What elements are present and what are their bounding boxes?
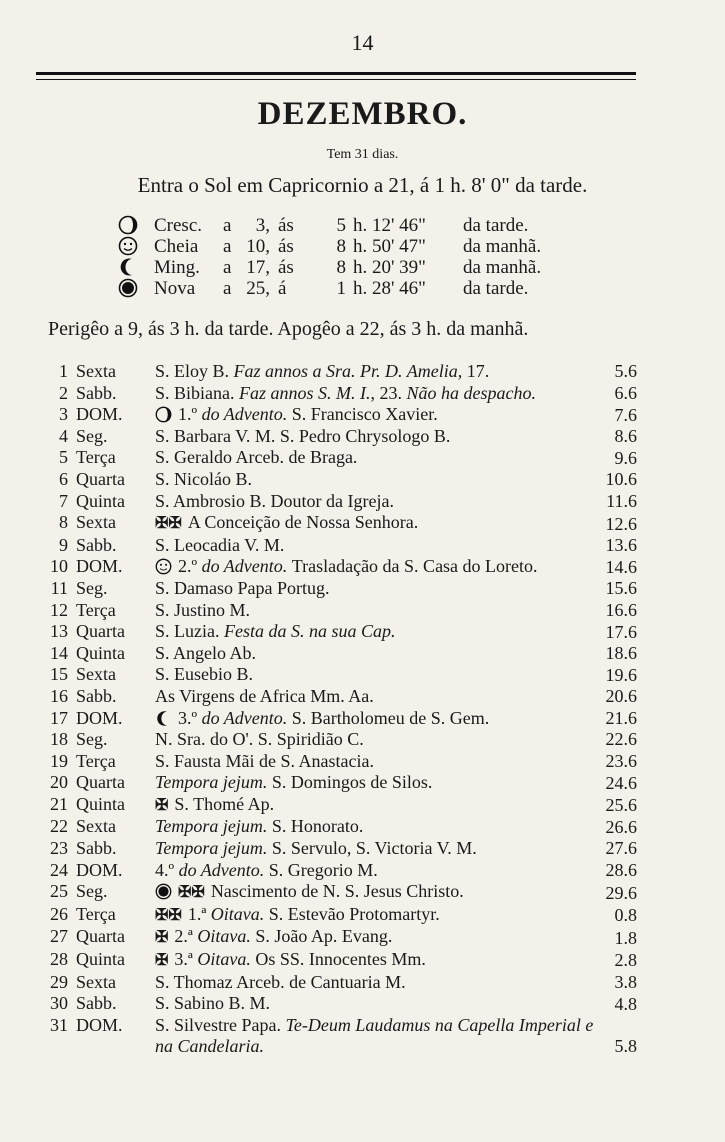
entry-plain-text: S. Nicoláo B. [155, 468, 252, 489]
entry-plain-text: S. Ambrosio B. Doutor da Igreja. [155, 490, 394, 511]
entry-italic-text: do Advento. [201, 404, 292, 425]
entry-plain-text: 3.ª [174, 949, 198, 970]
entry-value: 14.6 [605, 556, 637, 577]
entry-weekday: DOM. [76, 404, 123, 425]
entry-day: 15 [50, 664, 68, 685]
entry-value: 5.6 [614, 361, 637, 382]
entry-text [155, 1015, 605, 1058]
calendar-entry [0, 772, 725, 794]
entry-weekday: Quinta [76, 490, 125, 511]
entry-day: 20 [50, 772, 68, 793]
entry-plain-text: 4.º [155, 859, 179, 880]
entry-text [155, 383, 605, 405]
entry-weekday: Quarta [76, 621, 125, 642]
calendar-entry [0, 949, 725, 972]
calendar-entry [0, 708, 725, 730]
entry-value: 15.6 [605, 578, 637, 599]
entry-weekday: Terça [76, 903, 116, 924]
entry-italic-text: do Advento. [178, 859, 269, 880]
cross-icon: ✠✠ [155, 515, 182, 533]
calendar-entry [0, 926, 725, 949]
entry-plain-text: Nascimento de N. S. Jesus Christo. [210, 881, 464, 902]
entry-value: 21.6 [605, 707, 637, 728]
entry-value: 10.6 [605, 469, 637, 490]
full-moon-icon [155, 558, 172, 575]
last-quarter-moon-icon [118, 257, 140, 279]
calendar-entry [0, 383, 725, 405]
entry-plain-text: S. Fausta Mãi de S. Anastacia. [155, 750, 374, 771]
cross-icon: ✠✠ [178, 884, 205, 902]
entry-italic-text: Faz annos a Sra. Pr. D. Amelia, [233, 361, 467, 381]
entry-value: 29.6 [605, 882, 637, 903]
entry-weekday: Sexta [76, 512, 116, 533]
entry-day: 18 [50, 729, 68, 750]
entry-plain-text: 1.º [178, 404, 202, 425]
entry-weekday: Quarta [76, 772, 125, 793]
entry-weekday: Seg. [76, 425, 108, 446]
entry-day: 28 [50, 949, 68, 970]
entry-day: 26 [50, 903, 68, 924]
entry-day: 27 [50, 926, 68, 947]
calendar-entry [0, 491, 725, 513]
entry-weekday: Seg. [76, 729, 108, 750]
entry-text [155, 904, 605, 927]
entry-weekday: Quinta [76, 642, 125, 663]
header-rule-thin [36, 79, 636, 80]
entry-weekday: Sexta [76, 664, 116, 685]
entry-weekday: Seg. [76, 577, 108, 598]
calendar-entry [0, 447, 725, 469]
entry-day: 5 [59, 447, 68, 468]
entry-weekday: Sexta [76, 971, 116, 992]
entry-plain-text: S. Domingos de Silos. [271, 772, 433, 793]
calendar-entries [0, 361, 725, 1058]
new-moon-icon [118, 278, 140, 300]
entry-value: 12.6 [605, 513, 637, 534]
entry-day: 29 [50, 971, 68, 992]
cross-icon: ✠ [155, 929, 169, 947]
entry-text [155, 860, 605, 882]
entry-plain-text: A Conceição de Nossa Senhora. [187, 512, 419, 533]
entry-text [155, 751, 605, 773]
entry-text [155, 816, 605, 838]
days-note: Tem 31 dias. [326, 147, 399, 162]
entry-text [155, 794, 605, 817]
calendar-entry [0, 426, 725, 448]
perigeo-apogeo-line: Perigêo a 9, ás 3 h. da tarde. Apogêo a 22, ás 3 h. da manhã. [48, 318, 529, 340]
entry-text [155, 949, 605, 972]
entry-plain-text: N. Sra. do O'. S. Spiridião C. [155, 729, 364, 750]
calendar-entry [0, 860, 725, 882]
entry-italic-text: do Advento. [201, 707, 292, 728]
entry-plain-text: S. Justino M. [155, 599, 251, 620]
calendar-entry [0, 556, 725, 578]
entry-value: 9.6 [614, 447, 637, 468]
entry-day: 7 [59, 490, 68, 511]
entry-weekday: DOM. [76, 859, 123, 880]
entry-italic-text: Tempora jejum. [155, 816, 272, 837]
entry-value: 27.6 [605, 838, 637, 859]
entry-value: 2.8 [614, 950, 637, 971]
entry-plain-text: S. Eloy B. [155, 361, 234, 381]
entry-weekday: Terça [76, 599, 116, 620]
entry-text [155, 993, 605, 1015]
entry-text [155, 729, 605, 751]
entry-day: 24 [50, 859, 68, 880]
entry-plain-text: S. Geraldo Arceb. de Braga. [155, 447, 358, 468]
entry-text [155, 664, 605, 686]
entry-plain-text: 2.ª [174, 926, 198, 947]
calendar-entry [0, 729, 725, 751]
entry-plain-text: S. Luzia. [155, 621, 224, 642]
calendar-entry [0, 794, 725, 817]
entry-plain-text: S. Damaso Papa Portug. [155, 577, 330, 598]
entry-weekday: Sabb. [76, 382, 117, 403]
calendar-entry [0, 686, 725, 708]
entry-plain-text: 1.ª [187, 903, 211, 924]
entry-value: 1.8 [614, 927, 637, 948]
entry-day: 16 [50, 685, 68, 706]
entry-text [155, 600, 605, 622]
entry-italic-text: do Advento. [201, 556, 292, 577]
entry-italic-text: Te-Deum Laudamus na Capella Imperial e na Candelaria. [155, 1014, 594, 1057]
entry-value: 18.6 [605, 643, 637, 664]
entry-day: 11 [50, 577, 68, 598]
entry-italic-text: Tempora jejum. [155, 838, 272, 859]
calendar-entry [0, 469, 725, 491]
entry-value: 23.6 [605, 751, 637, 772]
entry-day: 30 [50, 993, 68, 1014]
first-quarter-moon-icon [155, 406, 172, 423]
entry-plain-text: 3.º [178, 707, 202, 728]
calendar-entry [0, 600, 725, 622]
entry-value: 26.6 [605, 816, 637, 837]
entry-text [155, 578, 605, 600]
calendar-entry [0, 361, 725, 383]
calendar-entry [0, 816, 725, 838]
entry-italic-text: Não ha despacho. [406, 382, 536, 403]
entry-day: 14 [50, 642, 68, 663]
entry-day: 10 [50, 556, 68, 577]
header-rule [36, 72, 636, 75]
entry-text [155, 404, 605, 426]
entry-plain-text: S. Thomé Ap. [174, 793, 275, 814]
entry-plain-text: 17. [466, 361, 490, 381]
entry-plain-text: S. Bibiana. [155, 382, 239, 403]
entry-text [155, 643, 605, 665]
calendar-entry [0, 643, 725, 665]
calendar-entry [0, 972, 725, 994]
entry-plain-text: Trasladação da S. Casa do Loreto. [291, 556, 538, 577]
calendar-entry [0, 751, 725, 773]
sun-entry: Entra o Sol em Capricornio a 21, á 1 h. 8' 0" da tarde. [137, 173, 588, 197]
new-moon-icon [155, 883, 172, 900]
entry-value: 0.8 [614, 905, 637, 926]
entry-day: 22 [50, 816, 68, 837]
entry-value: 11.6 [606, 490, 637, 511]
entry-day: 3 [59, 404, 68, 425]
entry-value: 4.8 [614, 993, 637, 1014]
cross-icon: ✠ [155, 796, 169, 814]
entry-plain-text: S. Estevão Protomartyr. [268, 903, 440, 924]
entry-plain-text: S. Thomaz Arceb. de Cantuaria M. [155, 971, 406, 992]
entry-italic-text: Tempora jejum. [155, 772, 272, 793]
entry-text [155, 972, 605, 994]
entry-plain-text: S. Bartholomeu de S. Gem. [291, 707, 490, 728]
entry-weekday: DOM. [76, 1014, 123, 1035]
entry-value: 25.6 [605, 795, 637, 816]
entry-value: 24.6 [605, 772, 637, 793]
entry-plain-text: S. Angelo Ab. [155, 642, 257, 663]
entry-plain-text: S. Sabino B. M. [155, 993, 271, 1014]
entry-value: 19.6 [605, 664, 637, 685]
calendar-entry [0, 904, 725, 927]
calendar-entry [0, 1015, 725, 1058]
entry-text [155, 491, 605, 513]
entry-value: 3.8 [614, 972, 637, 993]
page-number: 14 [351, 30, 374, 55]
entry-day: 8 [59, 512, 68, 533]
calendar-entry [0, 838, 725, 860]
entry-day: 12 [50, 599, 68, 620]
entry-text [155, 512, 605, 535]
entry-text [155, 686, 605, 708]
entry-day: 6 [59, 468, 68, 489]
entry-italic-text: Festa da S. na sua Cap. [224, 621, 396, 642]
entry-day: 17 [50, 707, 68, 728]
entry-weekday: Sabb. [76, 993, 117, 1014]
entry-plain-text: S. Gregorio M. [268, 859, 378, 880]
entry-day: 2 [59, 382, 68, 403]
entry-day: 4 [59, 425, 68, 446]
entry-text [155, 426, 605, 448]
entry-day: 19 [50, 750, 68, 771]
full-moon-icon [118, 236, 140, 258]
entry-text [155, 469, 605, 491]
entry-weekday: Sabb. [76, 838, 117, 859]
entry-text [155, 535, 605, 557]
entry-weekday: Sabb. [76, 534, 117, 555]
entry-plain-text: S. Silvestre Papa. [155, 1014, 286, 1035]
entry-text [155, 838, 605, 860]
calendar-entry [0, 621, 725, 643]
entry-weekday: Quinta [76, 949, 125, 970]
entry-value: 22.6 [605, 729, 637, 750]
first-quarter-moon-icon [118, 215, 140, 237]
entry-weekday: Terça [76, 750, 116, 771]
entry-plain-text: Os SS. Innocentes Mm. [255, 949, 426, 970]
entry-text [155, 556, 605, 578]
calendar-entry [0, 993, 725, 1015]
entry-value: 28.6 [605, 860, 637, 881]
entry-weekday: Sabb. [76, 685, 117, 706]
entry-plain-text: 2.º [178, 556, 202, 577]
entry-text [155, 447, 605, 469]
entry-weekday: Quarta [76, 926, 125, 947]
entry-day: 21 [50, 793, 68, 814]
entry-value: 5.8 [614, 1036, 637, 1057]
entry-day: 1 [59, 361, 68, 381]
entry-italic-text: Faz annos S. M. I. [239, 382, 371, 403]
entry-plain-text: S. João Ap. Evang. [255, 926, 393, 947]
entry-value: 6.6 [614, 382, 637, 403]
entry-day: 23 [50, 838, 68, 859]
entry-text [155, 926, 605, 949]
entry-text [155, 361, 605, 383]
entry-weekday: Terça [76, 447, 116, 468]
entry-plain-text: S. Servulo, S. Victoria V. M. [271, 838, 477, 859]
entry-text [155, 881, 605, 904]
entry-weekday: Seg. [76, 881, 108, 902]
entry-plain-text: S. Eusebio B. [155, 664, 254, 685]
last-quarter-moon-icon [155, 710, 172, 727]
cross-icon: ✠✠ [155, 906, 182, 924]
entry-plain-text: S. Barbara V. M. S. Pedro Chrysologo B. [155, 425, 451, 446]
cross-icon: ✠ [155, 952, 169, 970]
entry-text [155, 708, 605, 730]
entry-weekday: Sexta [76, 816, 116, 837]
entry-plain-text: , 23. [370, 382, 407, 403]
entry-day: 31 [50, 1014, 68, 1035]
entry-value: 13.6 [605, 535, 637, 556]
calendar-entry [0, 664, 725, 686]
entry-value: 17.6 [605, 621, 637, 642]
entry-plain-text: S. Honorato. [271, 816, 364, 837]
calendar-entry [0, 404, 725, 426]
entry-italic-text: Oitava. [197, 926, 256, 947]
entry-plain-text: S. Leocadia V. M. [155, 534, 285, 555]
entry-day: 13 [50, 621, 68, 642]
entry-italic-text: Oitava. [210, 903, 269, 924]
entry-plain-text: As Virgens de Africa Mm. Aa. [155, 685, 374, 706]
entry-day: 25 [50, 881, 68, 902]
entry-value: 20.6 [605, 686, 637, 707]
entry-weekday: DOM. [76, 556, 123, 577]
entry-value: 7.6 [614, 404, 637, 425]
entry-weekday: DOM. [76, 707, 123, 728]
entry-weekday: Sexta [76, 361, 116, 381]
calendar-entry [0, 881, 725, 904]
calendar-entry [0, 535, 725, 557]
calendar-entry [0, 512, 725, 535]
entry-value: 16.6 [605, 599, 637, 620]
entry-weekday: Quarta [76, 468, 125, 489]
calendar-entry [0, 578, 725, 600]
entry-day: 9 [59, 534, 68, 555]
entry-text [155, 772, 605, 794]
entry-value: 8.6 [614, 426, 637, 447]
entry-plain-text: S. Francisco Xavier. [291, 404, 438, 425]
entry-text [155, 621, 605, 643]
entry-italic-text: Oitava. [197, 949, 256, 970]
month-title: DEZEMBRO. [257, 96, 468, 132]
entry-weekday: Quinta [76, 793, 125, 814]
